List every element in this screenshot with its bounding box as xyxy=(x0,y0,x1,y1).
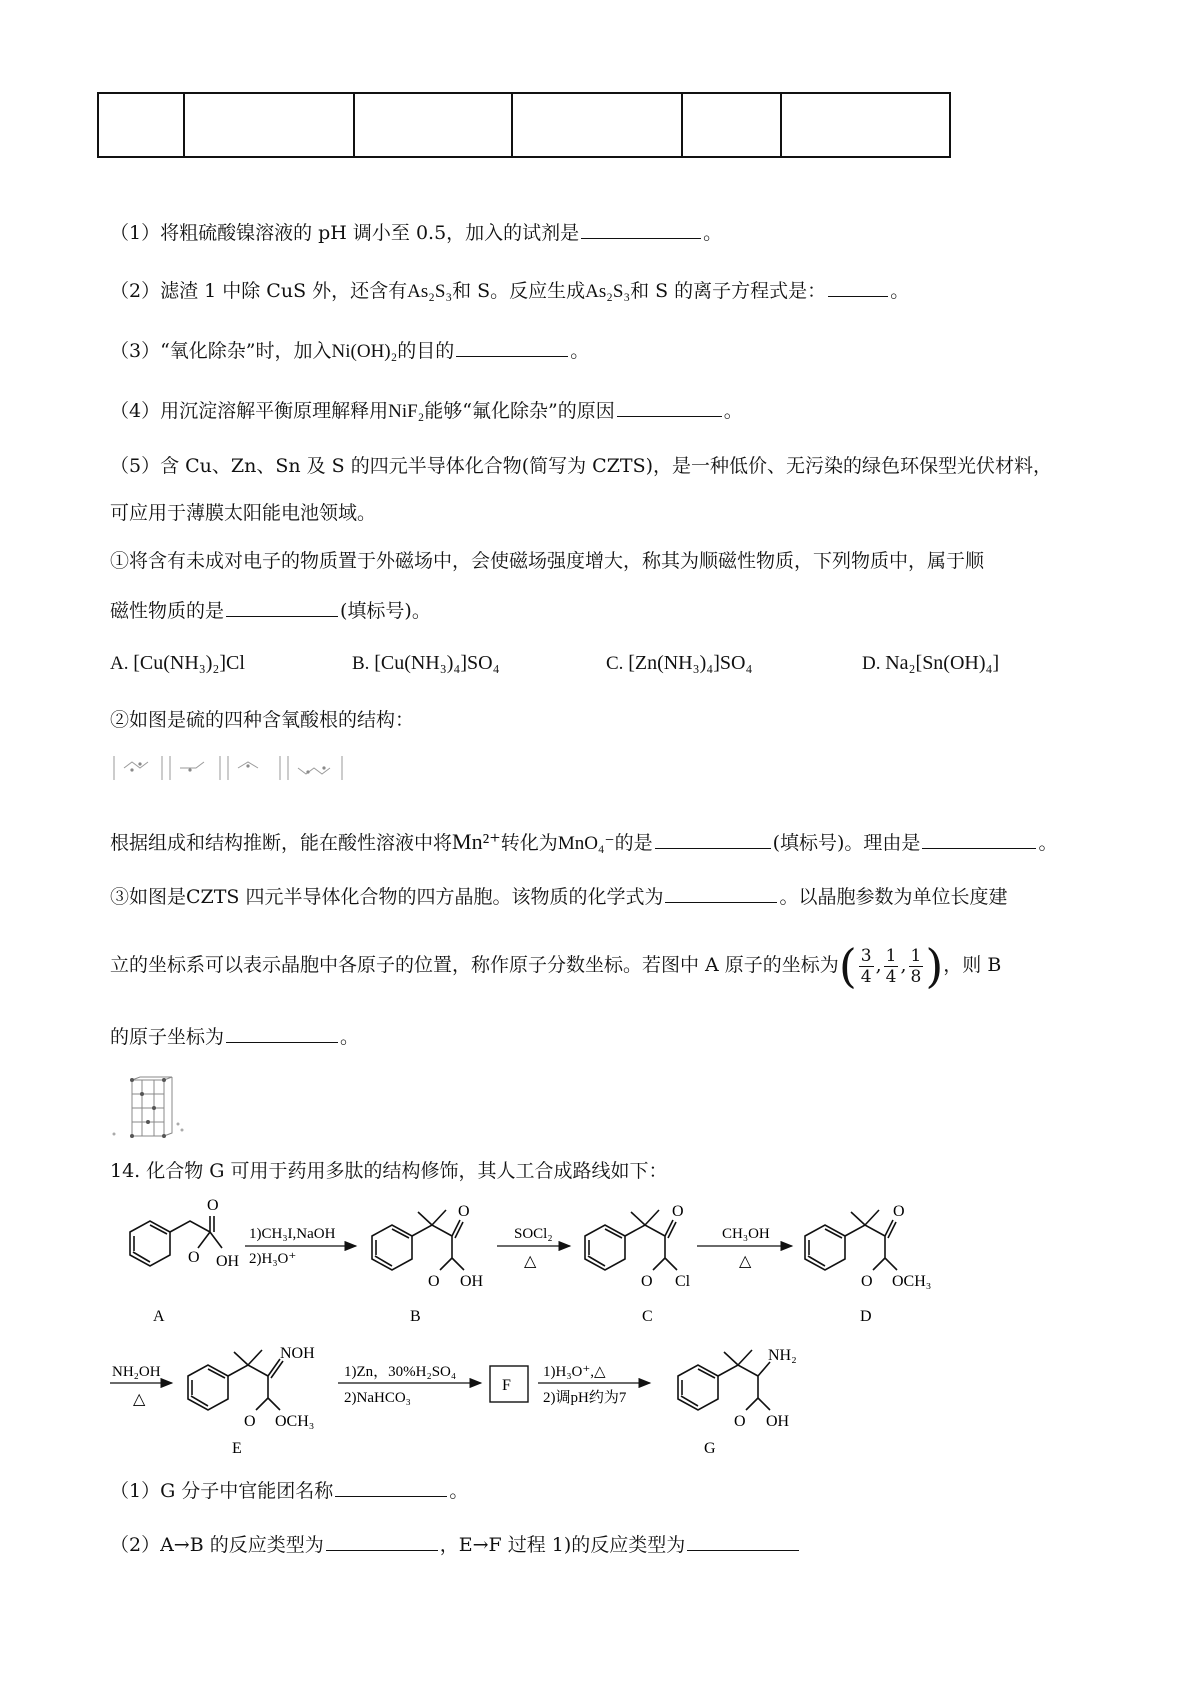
fraction xyxy=(909,946,924,987)
answer-blank[interactable] xyxy=(456,338,568,357)
q13-sub3-text-c: 立的坐标系可以表示晶胞中各原子的位置，称作原子分数坐标。若图中 A 原子的坐标为 xyxy=(110,954,839,976)
q13-part4-text-a: （4）用沉淀溶解平衡原理解释用 xyxy=(110,400,389,422)
reagent-label: △ xyxy=(739,1253,752,1270)
q13-part2 xyxy=(110,278,909,305)
option-c[interactable] xyxy=(606,650,752,677)
atom-label: OH xyxy=(766,1413,790,1430)
option-label: A. xyxy=(110,653,129,674)
answer-blank[interactable] xyxy=(655,830,771,849)
atom-label: Cl xyxy=(675,1273,691,1290)
fraction-denominator: 4 xyxy=(885,966,897,987)
q14-part2 xyxy=(110,1532,801,1558)
q13-sub3-line1 xyxy=(110,884,1008,910)
reagent-label: NH₂OH xyxy=(112,1364,161,1380)
compound-d-structure xyxy=(805,1210,897,1270)
q13-sub3-text-d: ，则 B xyxy=(943,954,1002,976)
formula-nif2: NiF₂ xyxy=(388,401,425,422)
q13-sub2-text-b: 转化为 xyxy=(500,832,558,854)
reagent-label: 1)H₃O⁺,△ xyxy=(543,1364,606,1380)
reagent-label: 2)NaHCO₃ xyxy=(344,1390,411,1406)
synthesis-route-row2 xyxy=(0,1332,1200,1472)
option-b[interactable] xyxy=(352,650,500,677)
table-cell xyxy=(781,93,950,157)
table-cell xyxy=(98,93,184,157)
q13-part3-text-b: 的目的 xyxy=(397,340,455,362)
synthesis-route-row1 xyxy=(0,1190,1200,1330)
option-formula: [Zn(NH₃)₄]SO₄ xyxy=(628,652,753,674)
punct: 。 xyxy=(703,222,723,244)
atom-label: OCH₃ xyxy=(275,1413,315,1430)
compound-label-c: C xyxy=(642,1308,653,1325)
punct: 。 xyxy=(890,280,910,302)
fraction-denominator: 4 xyxy=(860,966,872,987)
atom-label: O xyxy=(207,1197,219,1214)
paren-right: ) xyxy=(925,939,944,993)
compound-label-b: B xyxy=(410,1308,421,1325)
table-cell xyxy=(512,93,682,157)
atom-label: NH₂ xyxy=(768,1347,797,1364)
reagent-label: 1)Zn，30%H₂SO₄ xyxy=(344,1364,457,1380)
reagent-label: SOCl₂ xyxy=(514,1226,553,1242)
compound-g-structure xyxy=(678,1350,770,1410)
fraction xyxy=(884,946,899,987)
q13-part2-text-c: 和 S 的离子方程式是： xyxy=(630,280,827,302)
q13-sub3-text-e: 的原子坐标为 xyxy=(110,1026,225,1048)
punct: 。 xyxy=(723,400,743,422)
compound-e-structure xyxy=(188,1350,283,1410)
answer-blank[interactable] xyxy=(335,1478,447,1497)
q13-sub2-text-d: (填标号)。理由是 xyxy=(772,832,921,854)
reagent-label: 1)CH₃I,NaOH xyxy=(249,1226,336,1242)
answer-blank[interactable] xyxy=(226,598,338,617)
q13-part2-text-b: 和 S。反应生成 xyxy=(452,280,586,302)
q13-part1-text: （1）将粗硫酸镍溶液的 pH 调小至 0.5，加入的试剂是 xyxy=(110,222,580,244)
atom-label: O xyxy=(734,1413,746,1430)
reagent-label: △ xyxy=(133,1391,146,1408)
q13-sub2-text-c: 的是 xyxy=(614,832,653,854)
q14-part1 xyxy=(110,1478,468,1504)
table-cell xyxy=(682,93,781,157)
q13-sub3-line2: 立的坐标系可以表示晶胞中各原子的位置，称作原子分数坐标。若图中 A 原子的坐标为( $\frac{3}{4}$ , $\frac{1}{4}$ , $\frac{1}{8}$ )，则 B xyxy=(110,939,1002,993)
formula-nioh2: Ni(OH)₂ xyxy=(331,341,398,362)
formula-as2s3: As₂S₃ xyxy=(407,281,453,302)
compound-c-structure xyxy=(585,1210,677,1270)
q13-part5-line2: 可应用于薄膜太阳能电池领域。 xyxy=(110,502,377,524)
q13-part2-text-a: （2）滤渣 1 中除 CuS 外，还含有 xyxy=(110,280,408,302)
czts-unit-cell-figure xyxy=(108,1076,196,1144)
reagent-label: CH₃OH xyxy=(722,1226,770,1242)
compound-label-d: D xyxy=(860,1308,872,1325)
compound-b-structure xyxy=(372,1210,464,1270)
q13-part1 xyxy=(110,220,722,246)
fraction-numerator: 3 xyxy=(860,945,872,966)
q13-part3 xyxy=(110,338,589,365)
q14-title: 14. 化合物 G 可用于药用多肽的结构修饰，其人工合成路线如下： xyxy=(110,1160,668,1182)
atom-label: NOH xyxy=(280,1345,315,1362)
q13-sub2-text-a: 根据组成和结构推断，能在酸性溶液中将 xyxy=(110,832,453,854)
q13-sub1-line2 xyxy=(110,598,431,624)
q13-sub3-text-b: 。以晶胞参数为单位长度建 xyxy=(779,886,1008,908)
reagent-label: 2)H₃O⁺ xyxy=(249,1251,297,1267)
atom-label: O xyxy=(244,1413,256,1430)
sulfur-oxyacid-structures-figure xyxy=(110,748,350,792)
q14-part2-text-b: ，E→F 过程 1)的反应类型为 xyxy=(439,1534,686,1556)
answer-blank[interactable] xyxy=(617,398,722,417)
table-row xyxy=(98,93,950,157)
atom-label: OH xyxy=(460,1273,484,1290)
atom-label: O xyxy=(861,1273,873,1290)
option-formula: [Cu(NH₃)₄]SO₄ xyxy=(374,652,500,674)
fraction xyxy=(859,946,874,987)
compound-a-structure xyxy=(130,1216,222,1266)
compound-label-a: A xyxy=(153,1308,165,1325)
table-cell xyxy=(354,93,512,157)
q13-sub2-line2 xyxy=(110,829,1057,857)
q13-sub2-line1: ②如图是硫的四种含氧酸根的结构： xyxy=(110,709,415,731)
option-a[interactable] xyxy=(110,650,245,677)
q13-sub1-text: 磁性物质的是 xyxy=(110,600,225,622)
q13-part5-line1: （5）含 Cu、Zn、Sn 及 S 的四元半导体化合物(简写为 CZTS)，是一种低价、无污染的绿色环保型光伏材料， xyxy=(110,455,1053,477)
atom-label: O xyxy=(672,1203,684,1220)
q13-sub1-line1: ①将含有未成对电子的物质置于外磁场中，会使磁场强度增大，称其为顺磁性物质，下列物质中，属于顺 xyxy=(110,550,985,572)
reagent-label: △ xyxy=(524,1253,537,1270)
option-label: C. xyxy=(606,653,624,674)
fraction-numerator: 1 xyxy=(910,945,922,966)
q13-part4 xyxy=(110,398,743,425)
answer-blank[interactable] xyxy=(581,220,701,239)
compound-label-e: E xyxy=(232,1440,242,1457)
table-cell xyxy=(184,93,354,157)
paren-left: ( xyxy=(838,939,857,993)
answer-blank[interactable] xyxy=(665,884,777,903)
atom-label: OCH₃ xyxy=(892,1273,932,1290)
atom-label: O xyxy=(428,1273,440,1290)
option-formula: [Cu(NH₃)₂]Cl xyxy=(133,652,245,674)
punct: 。 xyxy=(340,1026,360,1048)
reagent-label: 2)调pH约为7 xyxy=(543,1390,627,1406)
compound-label-f: F xyxy=(502,1377,511,1394)
answer-blank[interactable] xyxy=(687,1532,799,1551)
answer-blank[interactable] xyxy=(922,830,1036,849)
option-label: B. xyxy=(352,653,370,674)
answer-blank[interactable] xyxy=(226,1024,338,1043)
atom-label: OH xyxy=(216,1253,240,1270)
atom-label: O xyxy=(458,1203,470,1220)
punct: 。 xyxy=(570,340,590,362)
q13-sub3-line3 xyxy=(110,1024,359,1050)
atom-label: O xyxy=(893,1203,905,1220)
punct: 。 xyxy=(449,1480,469,1502)
option-label: D. xyxy=(862,653,881,674)
atom-label: O xyxy=(641,1273,653,1290)
q14-part1-text: （1）G 分子中官能团名称 xyxy=(110,1480,334,1502)
top-table xyxy=(97,92,951,158)
q13-sub3-text-a: ③如图是CZTS 四元半导体化合物的四方晶胞。该物质的化学式为 xyxy=(110,886,664,908)
q13-sub1-text-b: (填标号)。 xyxy=(340,600,431,622)
punct: 。 xyxy=(1038,832,1058,854)
answer-blank[interactable] xyxy=(326,1532,438,1551)
formula-mno4minus: MnO₄⁻ xyxy=(557,833,615,854)
compound-label-g: G xyxy=(704,1440,716,1457)
q14-part2-text-a: （2）A→B 的反应类型为 xyxy=(110,1534,324,1556)
q13-part3-text-a: （3）“氧化除杂”时，加入 xyxy=(110,340,332,362)
fraction-numerator: 1 xyxy=(885,945,897,966)
q13-part4-text-b: 能够“氟化除杂”的原因 xyxy=(424,400,615,422)
atom-label: O xyxy=(188,1249,200,1266)
answer-blank[interactable] xyxy=(828,278,888,297)
fraction-denominator: 8 xyxy=(910,966,922,987)
formula-as2s3: As₂S₃ xyxy=(585,281,631,302)
option-d[interactable] xyxy=(862,650,999,677)
formula-mn2plus: Mn²⁺ xyxy=(452,829,501,854)
option-formula: Na₂[Sn(OH)₄] xyxy=(885,652,1000,674)
